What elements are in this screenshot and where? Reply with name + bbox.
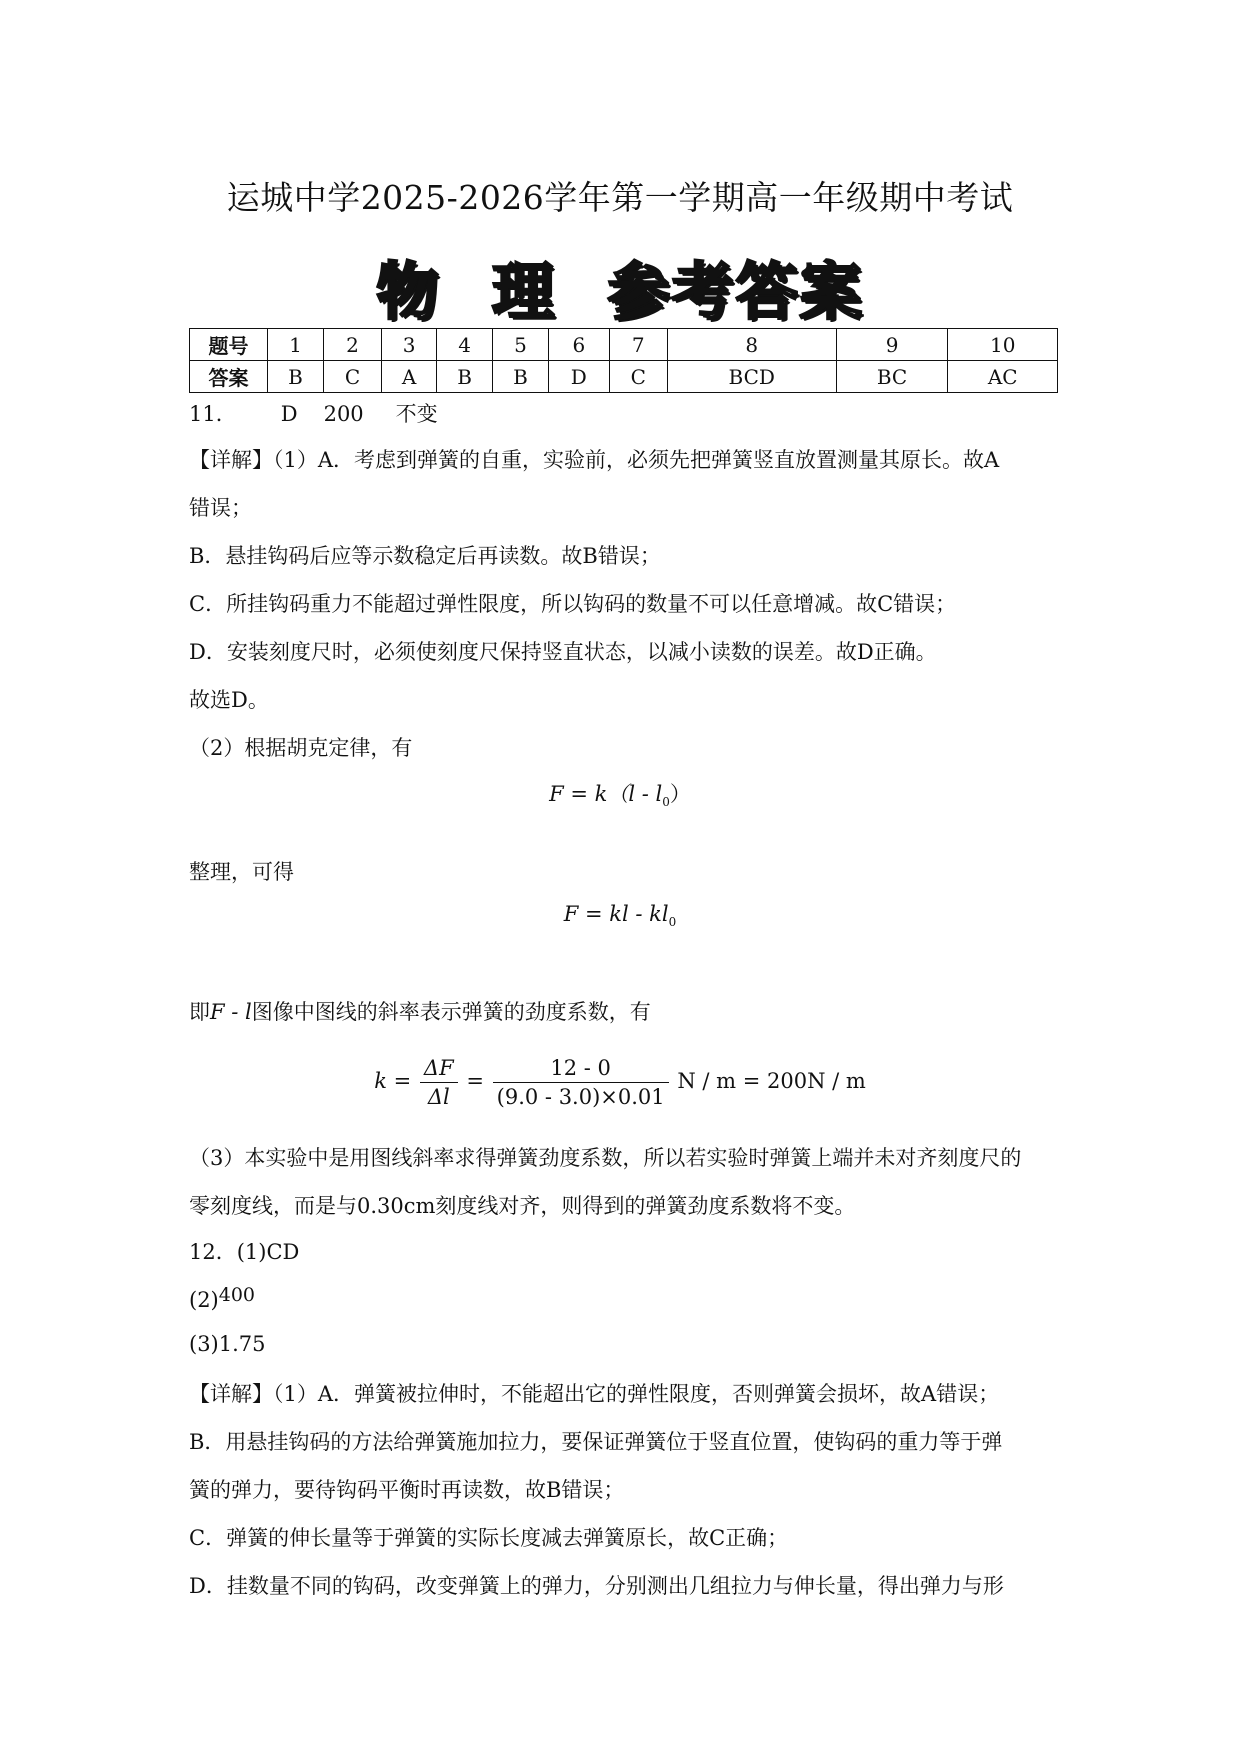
table-cell-number: 1 bbox=[268, 329, 324, 361]
detail-tag: 【详解】 bbox=[189, 1382, 273, 1406]
table-cell-answer: D bbox=[548, 361, 609, 393]
q11-p1-l1: （1）A．考虑到弹簧的自重，实验前，必须先把弹簧竖直放置测量其原长。故A bbox=[273, 448, 1000, 472]
table-cell-number: 2 bbox=[323, 329, 381, 361]
subject-char-2: 理 bbox=[491, 255, 556, 328]
q11-answer-3: 不变 bbox=[395, 402, 438, 426]
formula-slope: k = $\frac{\Delta F}{\Delta l}$ = $\frac{12 - 0}{(9.0 - 3.0)\times 0.01}$ N / m = 200N / m bbox=[374, 1056, 866, 1109]
q11-p1-l2: 错误； bbox=[189, 496, 252, 520]
table-cell-answer: C bbox=[609, 361, 667, 393]
table-cell-number: 9 bbox=[836, 329, 948, 361]
answer-table-number-row bbox=[190, 329, 1058, 361]
q12-l3: (3)1.75 bbox=[189, 1332, 266, 1356]
q11-answer-2: 200 bbox=[323, 402, 364, 426]
q11-p9-l2: 零刻度线，而是与0.30cm刻度线对齐，则得到的弹簧劲度系数将不变。 bbox=[189, 1194, 856, 1218]
q12-detail-line-1: 【详解】（1）A．弹簧被拉伸时，不能超出它的弹性限度，否则弹簧会损坏，故A错误； bbox=[189, 1382, 1000, 1406]
formula-rearranged: F = kl - $kl_0$ bbox=[563, 902, 677, 930]
subject-char-1: 物 bbox=[376, 255, 441, 328]
fraction-values: $\frac{12 - 0}{(9.0 - 3.0)\times 0.01}$ bbox=[493, 1056, 669, 1109]
q12-p2-l2: 簧的弹力，要待钩码平衡时再读数，故B错误； bbox=[189, 1478, 625, 1502]
q11-p3: C．所挂钩码重力不能超过弹性限度，所以钩码的数量不可以任意增减。故C错误； bbox=[189, 592, 957, 616]
table-cell-number: 8 bbox=[667, 329, 836, 361]
q11-p6: （2）根据胡克定律，有 bbox=[189, 736, 413, 760]
q12-l1: 12．(1)CD bbox=[189, 1240, 300, 1264]
table-cell-number: 3 bbox=[382, 329, 437, 361]
answer-table bbox=[189, 328, 1058, 393]
q11-detail-line-1 bbox=[189, 444, 999, 474]
q11-answer-1: D bbox=[280, 402, 298, 426]
subject-title bbox=[0, 242, 1240, 331]
q11-p8: 即F - l图像中图线的斜率表示弹簧的劲度系数，有 bbox=[189, 1000, 651, 1024]
q11-p4: D．安装刻度尺时，必须使刻度尺保持竖直状态，以减小读数的误差。故D正确。 bbox=[189, 640, 937, 664]
q12-p4: D．挂数量不同的钩码，改变弹簧上的弹力，分别测出几组拉力与伸长量，得出弹力与形 bbox=[189, 1574, 1004, 1598]
detail-tag: 【详解】 bbox=[189, 448, 273, 472]
formula-hooke: $F = k(l - l_0)$ bbox=[549, 782, 691, 810]
fraction-delta: $\frac{\Delta F}{\Delta l}$ bbox=[420, 1056, 458, 1109]
exam-title: 运城中学2025-2026学年第一学期高一年级期中考试 bbox=[226, 178, 1014, 217]
table-cell-number: 5 bbox=[493, 329, 549, 361]
inline-variable: F - l bbox=[210, 1000, 252, 1024]
table-cell-answer: B bbox=[437, 361, 493, 393]
answer-table-answer-row bbox=[190, 361, 1058, 393]
table-cell-answer: BCD bbox=[667, 361, 836, 393]
table-header-question: 题号 bbox=[190, 329, 268, 361]
q12-p2-l1: B．用悬挂钩码的方法给弹簧施加拉力，要保证弹簧位于竖直位置，使钩码的重力等于弹 bbox=[189, 1430, 1003, 1454]
q12-p3: C．弹簧的伸长量等于弹簧的实际长度减去弹簧原长，故C正确； bbox=[189, 1526, 789, 1550]
table-header-answer: 答案 bbox=[190, 361, 268, 393]
q11-p2: B．悬挂钩码后应等示数稳定后再读数。故B错误； bbox=[189, 544, 661, 568]
table-cell-number: 10 bbox=[948, 329, 1058, 361]
subject-char-3: 参考答案 bbox=[607, 255, 864, 328]
q11-p5: 故选D。 bbox=[189, 688, 269, 712]
table-cell-answer: A bbox=[382, 361, 437, 393]
q11-p7: 整理，可得 bbox=[189, 860, 294, 884]
q11-number: 11． bbox=[189, 402, 237, 426]
table-cell-number: 6 bbox=[548, 329, 609, 361]
table-cell-answer: AC bbox=[948, 361, 1058, 393]
q11-p9-l1: （3）本实验中是用图线斜率求得弹簧劲度系数，所以若实验时弹簧上端并未对齐刻度尺的 bbox=[189, 1146, 1022, 1170]
table-cell-answer: BC bbox=[836, 361, 948, 393]
table-cell-number: 7 bbox=[609, 329, 667, 361]
q12-l2: $(2)^{400}$ bbox=[189, 1284, 256, 1312]
table-cell-number: 4 bbox=[437, 329, 493, 361]
table-cell-answer: B bbox=[268, 361, 324, 393]
table-cell-answer: B bbox=[493, 361, 549, 393]
q11-answer-line bbox=[189, 398, 438, 428]
table-cell-answer: C bbox=[323, 361, 381, 393]
